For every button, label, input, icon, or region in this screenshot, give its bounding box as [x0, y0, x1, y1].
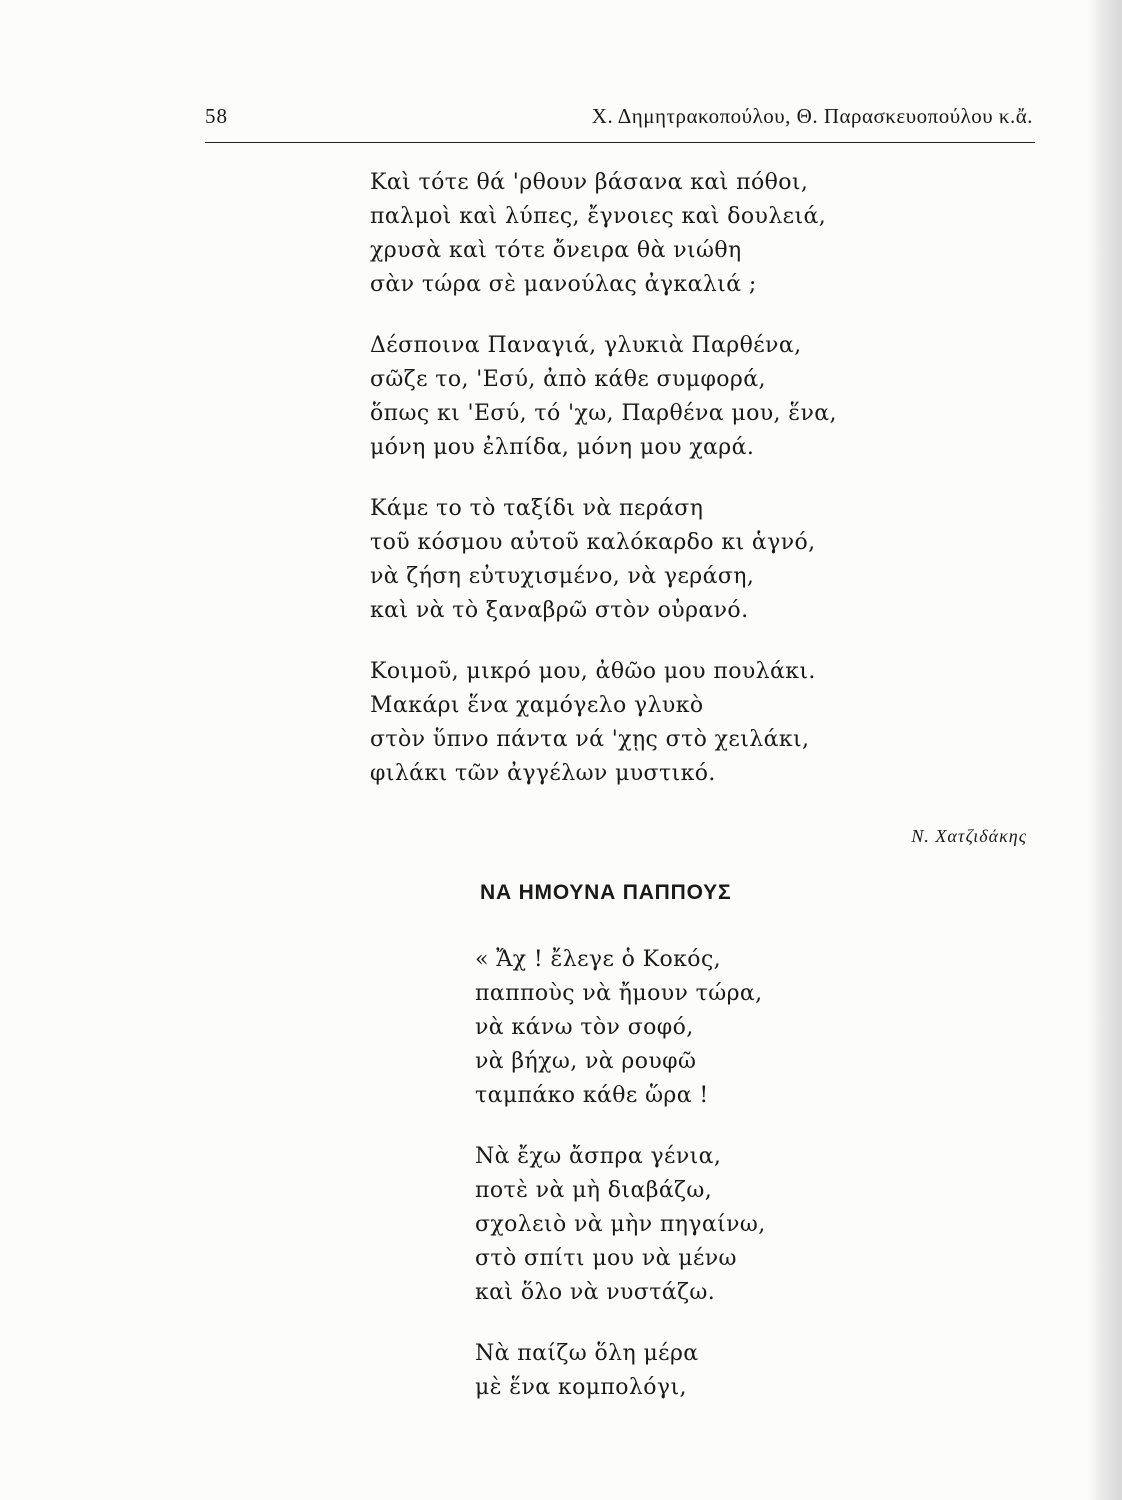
verse-line: Νὰ ἔχω ἄσπρα γένια,	[475, 1144, 722, 1169]
page-header	[205, 104, 1033, 134]
verse-line: νὰ ζήση εὐτυχισμένο, νὰ γεράση,	[370, 564, 755, 589]
poem-title: ΝΑ ΗΜΟΥΝΑ ΠΑΠΠΟΥΣ	[480, 881, 732, 904]
verse-line: ὅπως κι 'Εσύ, τό 'χω, Παρθένα μου, ἕνα,	[370, 401, 837, 426]
verse-line: σῶζε το, 'Εσύ, ἀπὸ κάθε συμφορά,	[370, 367, 766, 392]
verse-line: νὰ κάνω τὸν σοφό,	[475, 1015, 694, 1040]
verse-line: φιλάκι τῶν ἀγγέλων μυστικό.	[370, 761, 716, 786]
verse-line: Δέσποινα Παναγιά, γλυκιὰ Παρθένα,	[370, 333, 802, 358]
verse-line: καὶ ὅλο νὰ νυστάζω.	[475, 1280, 716, 1305]
verse-line: μόνη μου ἐλπίδα, μόνη μου χαρά.	[370, 435, 755, 460]
verse-line: παπποὺς νὰ ἤμουν τώρα,	[475, 981, 763, 1006]
stanza	[370, 492, 837, 628]
verse-line: σὰν τώρα σὲ μανούλας ἀγκαλιά ;	[370, 272, 757, 297]
verse-line: σχολειὸ νὰ μὴν πηγαίνω,	[475, 1212, 766, 1237]
verse-line: νὰ βήχω, νὰ ρουφῶ	[475, 1049, 697, 1074]
verse-line: ποτὲ νὰ μὴ διαβάζω,	[475, 1178, 713, 1203]
verse-line: Κοιμοῦ, μικρό μου, ἀθῶο μου πουλάκι.	[370, 659, 816, 684]
poem-grandfather	[475, 943, 766, 1432]
stanza	[370, 166, 837, 302]
verse-line: παλμοὶ καὶ λύπες, ἔγνοιες καὶ δουλειά,	[370, 204, 827, 229]
verse-line: μὲ ἕνα κομπολόγι,	[475, 1375, 687, 1400]
verse-line: τοῦ κόσμου αὐτοῦ καλόκαρδο κι ἁγνό,	[370, 530, 816, 555]
verse-line: Καὶ τότε θά 'ρθουν βάσανα καὶ πόθοι,	[370, 170, 809, 195]
verse-line: Μακάρι ἕνα χαμόγελο γλυκὸ	[370, 693, 704, 718]
stanza	[475, 943, 766, 1113]
verse-line: Νὰ παίζω ὅλη μέρα	[475, 1341, 699, 1366]
verse-line: καὶ νὰ τὸ ξαναβρῶ στὸν οὐρανό.	[370, 598, 749, 623]
stanza	[370, 329, 837, 465]
stanza	[475, 1337, 766, 1405]
verse-line: στὸν ὕπνο πάντα νά 'χῃς στὸ χειλάκι,	[370, 727, 810, 752]
stanza	[475, 1140, 766, 1310]
poem-author-signature: Ν. Χατζιδάκης	[911, 826, 1027, 846]
poem-lullaby	[370, 166, 837, 818]
stanza	[370, 655, 837, 791]
verse-line: ταμπάκο κάθε ὥρα !	[475, 1083, 709, 1108]
verse-line: Κάμε το τὸ ταξίδι νὰ περάση	[370, 496, 704, 521]
header-rule	[205, 142, 1035, 143]
verse-line: « Ἄχ ! ἔλεγε ὁ Κοκός,	[475, 947, 722, 972]
page-edge-shadow	[1088, 0, 1122, 1500]
running-head: Χ. Δημητρακοπούλου, Θ. Παρασκευοπούλου κ.ἄ.	[591, 104, 1033, 128]
verse-line: στὸ σπίτι μου νὰ μένω	[475, 1246, 737, 1271]
verse-line: χρυσὰ καὶ τότε ὄνειρα θὰ νιώθη	[370, 238, 742, 263]
page-number: 58	[205, 104, 228, 128]
